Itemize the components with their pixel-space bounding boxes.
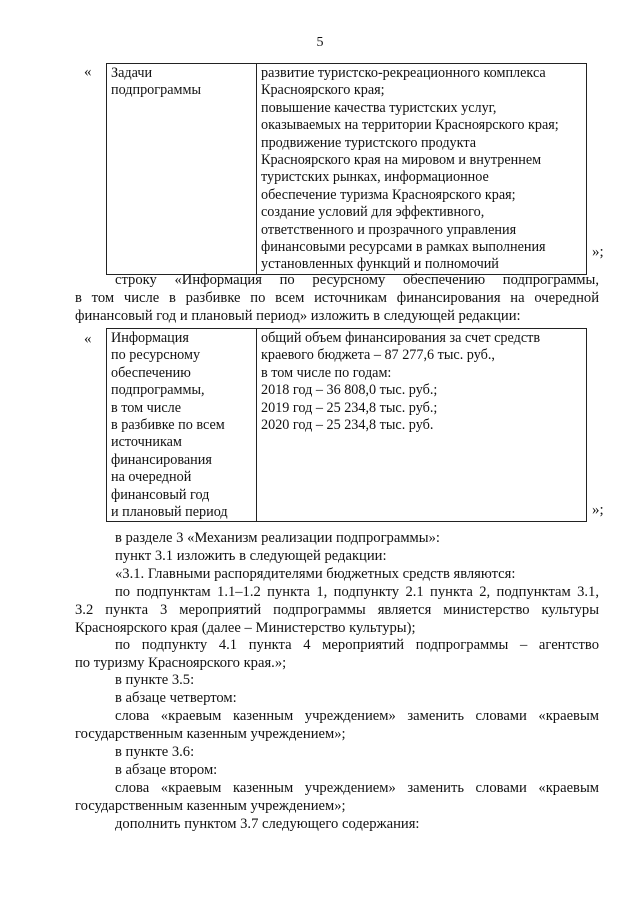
resource-label-line: и плановый период bbox=[111, 504, 228, 521]
resource-content-cell bbox=[257, 329, 587, 522]
paragraph-line: по подпункту 4.1 пункта 4 мероприятий подпрограммы – агентство bbox=[115, 637, 599, 653]
resource-content-line: 2019 год – 25 234,8 тыс. руб.; bbox=[261, 399, 438, 416]
tasks-content-line: установленных функций и полномочий bbox=[261, 256, 499, 273]
item-3-1-intro: пункт 3.1 изложить в следующей редакции: bbox=[115, 548, 387, 564]
subparagraph-ministry bbox=[75, 583, 599, 637]
tasks-content-line: Красноярского края; bbox=[261, 82, 385, 99]
open-quote-2: « bbox=[84, 331, 92, 347]
tasks-content-line: создание условий для эффективного, bbox=[261, 204, 485, 221]
tasks-content-line: повышение качества туристских услуг, bbox=[261, 99, 497, 116]
paragraph-line: по подпунктам 1.1–1.2 пункта 1, подпункту 2.1 пункта 2, подпунктам 3.1, bbox=[115, 584, 599, 600]
paragraph-line: государственным казенным учреждением»; bbox=[75, 798, 346, 814]
item-3-6-replace-words bbox=[75, 779, 599, 815]
item-3-7-addition: дополнить пунктом 3.7 следующего содержания: bbox=[115, 816, 420, 832]
resource-label-cell bbox=[107, 329, 257, 522]
close-quote-2: »; bbox=[592, 502, 604, 518]
resource-content-line: 2018 год – 36 808,0 тыс. руб.; bbox=[261, 382, 438, 399]
resource-content-line: в том числе по годам: bbox=[261, 364, 392, 381]
resource-label-line: в разбивке по всем bbox=[111, 417, 225, 434]
page-number: 5 bbox=[316, 35, 324, 50]
item-3-1-quote: «3.1. Главными распорядителями бюджетных средств являются: bbox=[115, 566, 516, 582]
resource-content-line: общий объем финансирования за счет средств bbox=[261, 330, 541, 346]
tasks-content-line: оказываемых на территории Красноярского края; bbox=[261, 117, 559, 134]
tasks-content-line: туристских рынках, информационное bbox=[261, 169, 489, 186]
subprogram-tasks-table bbox=[106, 63, 587, 275]
paragraph-stroka bbox=[75, 271, 599, 325]
item-3-5: в пункте 3.5: bbox=[115, 672, 195, 688]
resource-content-line: 2020 год – 25 234,8 тыс. руб. bbox=[261, 417, 434, 434]
tasks-content-cell bbox=[257, 64, 587, 275]
tasks-content-line: развитие туристско-рекреационного комплекса bbox=[261, 65, 546, 81]
paragraph-line: строку «Информация по ресурсному обеспечению подпрограммы, bbox=[115, 272, 599, 288]
resource-label-line: финансирования bbox=[111, 451, 212, 468]
tasks-content-line: продвижение туристского продукта bbox=[261, 134, 477, 151]
open-quote-1: « bbox=[84, 64, 92, 80]
item-3-6-paragraph: в абзаце втором: bbox=[115, 762, 218, 778]
tasks-label-line: подпрограммы bbox=[111, 82, 201, 99]
paragraph-line: Красноярского края (далее – Министерство культуры); bbox=[75, 620, 416, 636]
paragraph-line: финансовый год и плановый период» изложить в следующей редакции: bbox=[75, 308, 521, 324]
tasks-content-line: финансовыми ресурсами в рамках выполнения bbox=[261, 239, 546, 256]
resource-content-line: краевого бюджета – 87 277,6 тыс. руб., bbox=[261, 347, 495, 364]
item-3-6: в пункте 3.6: bbox=[115, 744, 195, 760]
item-3-5-paragraph: в абзаце четвертом: bbox=[115, 690, 237, 706]
resource-label-line: финансовый год bbox=[111, 486, 210, 503]
resource-label-line: на очередной bbox=[111, 469, 192, 486]
section-3-heading: в разделе 3 «Механизм реализации подпрограммы»: bbox=[115, 530, 440, 546]
resource-info-table bbox=[106, 328, 587, 522]
resource-label-line: обеспечению bbox=[111, 364, 191, 381]
subparagraph-agency bbox=[75, 636, 599, 672]
tasks-content-line: обеспечение туризма Красноярского края; bbox=[261, 186, 516, 203]
paragraph-line: по туризму Красноярского края.»; bbox=[75, 655, 287, 671]
tasks-content-line: Красноярского края на мировом и внутреннем bbox=[261, 152, 542, 169]
paragraph-line: слова «краевым казенным учреждением» заменить словами «краевым bbox=[115, 780, 599, 796]
paragraph-line: в том числе в разбивке по всем источникам финансирования на очередной bbox=[75, 290, 599, 306]
paragraph-line: государственным казенным учреждением»; bbox=[75, 726, 346, 742]
tasks-label-line: Задачи bbox=[111, 65, 153, 81]
resource-label-line: подпрограммы, bbox=[111, 382, 205, 399]
tasks-content-line: ответственного и прозрачного управления bbox=[261, 221, 517, 238]
paragraph-line: слова «краевым казенным учреждением» заменить словами «краевым bbox=[115, 708, 599, 724]
paragraph-line: 3.2 пункта 3 мероприятий подпрограммы является министерство культуры bbox=[75, 602, 599, 618]
close-quote-1: »; bbox=[592, 244, 604, 260]
resource-label-line: источникам bbox=[111, 434, 182, 451]
resource-label-line: в том числе bbox=[111, 399, 182, 416]
item-3-5-replace-words bbox=[75, 707, 599, 743]
tasks-label-cell bbox=[107, 64, 257, 275]
resource-label-line: Информация bbox=[111, 330, 189, 346]
resource-label-line: по ресурсному bbox=[111, 347, 201, 364]
